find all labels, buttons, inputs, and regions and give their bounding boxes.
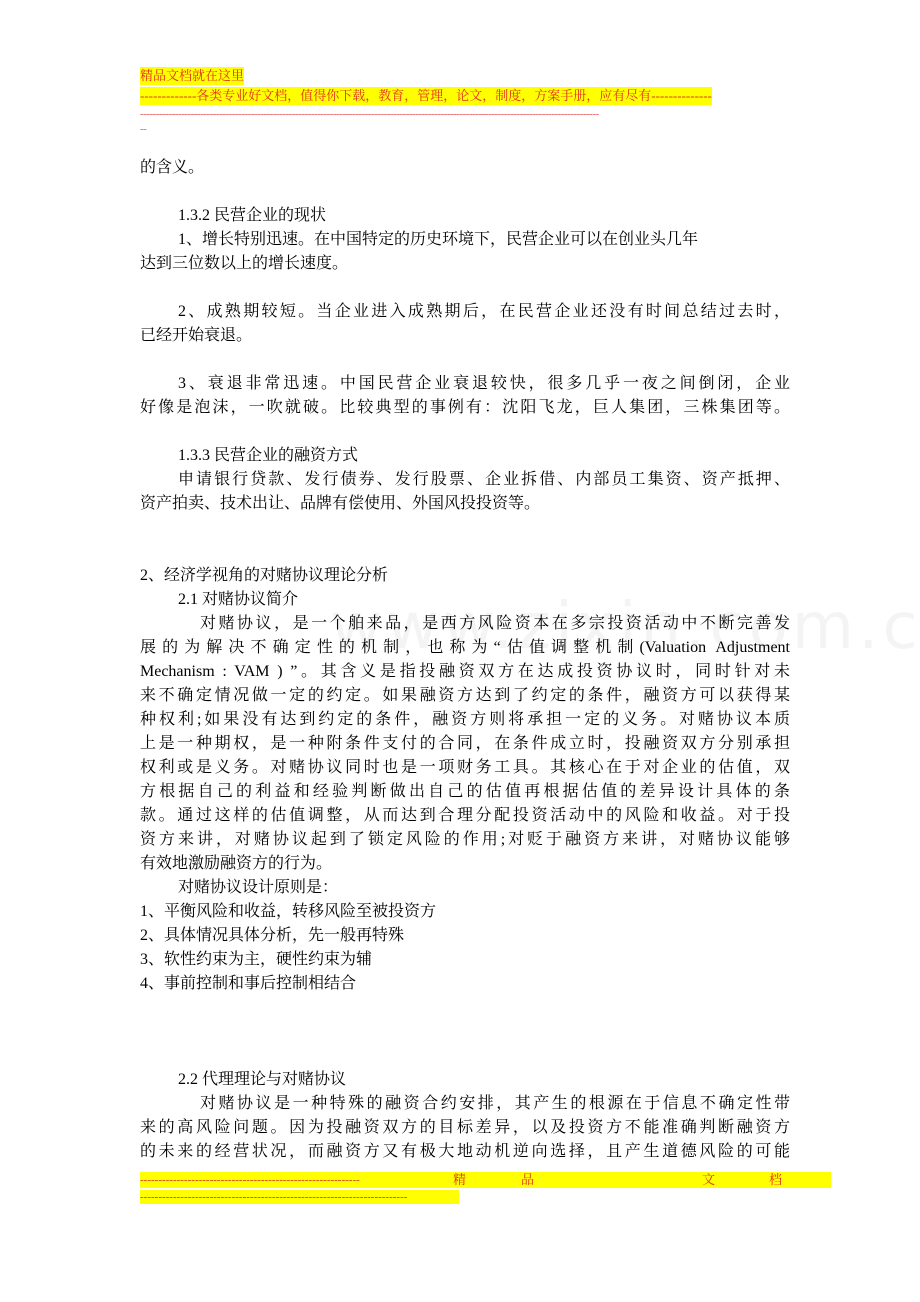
header-slogan: -------------各类专业好文档，值得你下载，教育，管理，论文，制度，方案手册，应有尽有-------------- [140,88,712,103]
header-title: 精品文档就在这里 [140,68,245,83]
text-line: 2、经济学视角的对赌协议理论分析 [140,567,389,584]
text-line: 来的高风险问题。因为投融资双方的目标差异，以及投资方不能准确判断融资方 [140,1119,790,1136]
text-line: 方根据自己的利益和经验判断做出自己的估值再根据估值的差异设计具体的条 [140,783,790,800]
text-line: 资方来讲，对赌协议起到了锁定风险的作用;对贬于融资方来讲，对赌协议能够 [140,831,790,848]
text-line: 对赌协议，是一个舶来品，是西方风险资本在多宗投资活动中不断完善发 [200,615,790,632]
footer-char: 档 [769,1172,783,1187]
footer-char: 精 [453,1172,467,1187]
text-line: 权利或是义务。对赌协议同时也是一项财务工具。其核心在于对企业的估值，双 [140,759,790,776]
text-line: 种权利;如果没有达到约定的条件，融资方则将承担一定的义务。对赌协议本质 [140,711,790,728]
text-line: Mechanism : VAM ) ”。其含义是指投融资双方在达成投资协议时，同时针对未 [140,663,790,680]
text-line: 款。通过这样的估值调整，从而达到合理分配投资活动中的风险和收益。对于投 [140,807,790,824]
text-line: 4、事前控制和事后控制相结合 [140,975,357,992]
text-line: 1.3.3 民营企业的融资方式 [178,447,359,464]
header-divider: ------------------------------------------------------------------------------------------------------------------------------------------------- [140,108,599,120]
text-line: 已经开始衰退。 [140,327,253,344]
text-line: 展的为解决不确定性的机制，也称为“估值调整机制(Valuation Adjustment [140,639,790,656]
footer-banner [140,1172,831,1188]
header-divider-tail: -- [140,123,147,135]
text-line: 来不确定情况做一定的约定。如果融资方达到了约定的条件，融资方可以获得某 [140,687,790,704]
text-line: 3、软性约束为主，硬性约束为辅 [140,951,373,968]
text-line: 2.1 对赌协议简介 [178,591,299,608]
text-line: 对赌协议设计原则是： [178,879,339,896]
text-line: 资产拍卖、技术出让、品牌有偿使用、外国风投投资等。 [140,495,541,512]
footer-char: 文 [702,1172,716,1187]
text-line: 2.2 代理理论与对赌协议 [178,1071,347,1088]
footer-char: 品 [521,1172,535,1187]
footer-dashes: ------------------------------------------------------------ [140,1174,360,1186]
text-line: 申请银行贷款、发行债券、发行股票、企业拆借、内部员工集资、资产抵押、 [178,471,790,488]
text-line: 1、增长特别迅速。在中国特定的历史环境下，民营企业可以在创业头几年 [178,231,699,248]
text-line: 对赌协议是一种特殊的融资合约安排，其产生的根源在于信息不确定性带 [200,1095,790,1112]
text-line: 的含义。 [140,159,205,176]
text-line: 的未来的经营状况，而融资方又有极大地动机逆向选择，且产生道德风险的可能 [140,1143,790,1160]
text-line: 上是一种期权，是一种附条件支付的合同，在条件成立时，投融资双方分别承担 [140,735,790,752]
text-line: 有效地激励融资方的行为。 [140,855,333,872]
footer-dashes-bottom: ------------------------------------------------------------------------- [140,1190,459,1204]
text-line: 达到三位数以上的增长速度。 [140,255,349,272]
text-line: 1、平衡风险和收益，转移风险至被投资方 [140,903,437,920]
text-line: 2、成熟期较短。当企业进入成熟期后，在民营企业还没有时间总结过去时， [178,303,790,320]
text-line: 好像是泡沫，一吹就破。比较典型的事例有：沈阳飞龙，巨人集团，三株集团等。 [140,399,790,416]
text-line: 3、衰退非常迅速。中国民营企业衰退较快，很多几乎一夜之间倒闭，企业 [178,375,790,392]
text-line: 1.3.2 民营企业的现状 [178,207,327,224]
text-line: 2、具体情况具体分析，先一般再特殊 [140,927,405,944]
